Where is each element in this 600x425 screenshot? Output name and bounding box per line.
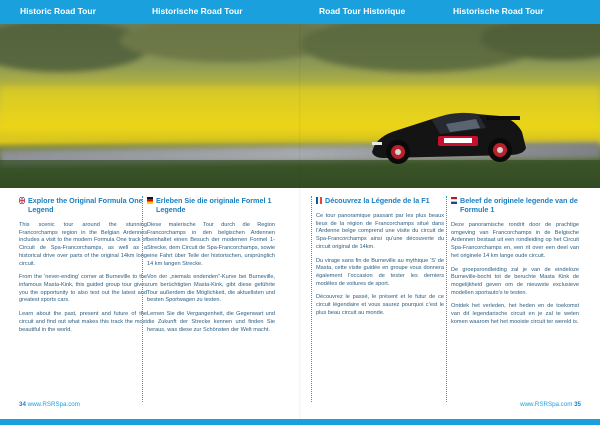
paragraph: Du virage sans fin de Burneville au mythique ‘S’ de Masta, cette visite guidée en groupe vous donnera également l’occasion de tester les derniers modèles de voitures de sport. <box>316 257 444 287</box>
paragraph: This scenic tour around the stunning Francorchamps region in the Belgian Ardennes includes a visit to the modern Formula One track of Circuit de Spa-Francorchamps, as well as a historical drive over parts of the original 14km long circuit. <box>19 222 147 267</box>
column-divider <box>142 196 143 402</box>
heading-text: Explore the Original Formula One Legend <box>28 196 143 214</box>
column-german <box>147 196 275 340</box>
column-body-french <box>316 213 444 318</box>
page-number-left: 34 <box>19 401 26 408</box>
heading-text: Erleben Sie die originale Formel 1 Legende <box>156 196 272 214</box>
paragraph: Découvrez le passé, le présent et le futur de ce circuit légendaire et vous saurez pourquoi c’est le plus beau circuit au monde. <box>316 294 444 316</box>
column-divider <box>311 196 312 402</box>
column-body-dutch <box>451 222 579 327</box>
column-dutch <box>451 196 579 333</box>
paragraph: Lernen Sie die Vergangenheit, die Gegenwart und die Zukunft der Strecke kennen und finden Sie heraus, was diese zur Schönsten der Welt macht. <box>147 311 275 333</box>
title-german: Historische Road Tour <box>152 6 243 16</box>
column-french <box>316 196 444 324</box>
column-heading-french <box>316 196 444 205</box>
heading-text: Découvrez la Légende de la F1 <box>325 196 430 205</box>
dutch-flag-icon <box>451 197 457 204</box>
paragraph: Diese malerische Tour durch die Region Francorchamps in den belgischen Ardennen beinhaltet einen Besuch der modernen Formel 1-Strecke, dem Circuit de Spa-Francorchamps, sowie eine Fahrt über Teile der historischen, ursprünglich 14 km langen Strecke. <box>147 222 275 267</box>
column-heading-dutch <box>451 196 579 214</box>
page-gutter <box>299 24 301 419</box>
title-english: Historic Road Tour <box>20 6 96 16</box>
title-dutch: Historische Road Tour <box>453 6 544 16</box>
french-flag-icon <box>316 197 322 204</box>
footer-left <box>19 401 80 408</box>
paragraph: Von der „niemals endenden“-Kurve bei Burneville, zum berüchtigten Masta-Kink, gibt diese geführte Tour außerdem die Möglichkeit, die aktuellsten und besten Sportwagen zu testen. <box>147 274 275 304</box>
footer-right <box>520 401 581 408</box>
paragraph: De groepsrondleiding zal je van de eindeloze Burneville-bocht tot de beruchte Masta Kink de mogelijkheid geven om de nieuwste exclusieve modellen sportauto’s te testen. <box>451 266 579 296</box>
column-heading-english <box>19 196 147 214</box>
bottom-banner <box>0 419 600 425</box>
title-french: Road Tour Historique <box>319 6 406 16</box>
top-banner <box>0 0 600 24</box>
website-link-left[interactable]: www.RSRSpa.com <box>27 401 80 408</box>
website-link-right[interactable]: www.RSRSpa.com <box>520 401 573 408</box>
page-number-right: 35 <box>574 401 581 408</box>
column-body-english <box>19 222 147 334</box>
paragraph: Learn about the past, present and future of the circuit and find out what makes this track the most beautiful in the world. <box>19 311 147 333</box>
paragraph: From the ‘never-ending’ corner at Burneville to the infamous Masta-Kink, this guided group tour gives you the opportunity to also test out the latest and greatest sports cars. <box>19 274 147 304</box>
column-body-german <box>147 222 275 334</box>
paragraph: Ce tour panoramique passant par les plus beaux lieux de la région de Francorchamps situé dans l’Ardenne belge comprend une visite du circuit de Spa-Francorchamps ainsi qu’une découverte du circuit original de 14km. <box>316 213 444 250</box>
paragraph: Deze panoramische rondrit door de prachtige omgeving van Francorchamps in de Belgische Ardennen bestaat uit een rondleiding op het Circuit Spa-Francorchamps en, een rit over een deel van het originele 14 km lange oude circuit. <box>451 222 579 259</box>
column-english <box>19 196 147 340</box>
column-heading-german <box>147 196 275 214</box>
heading-text: Beleef de originele legende van de Formule 1 <box>460 196 578 214</box>
column-divider <box>446 196 447 402</box>
paragraph: Ontdek het verleden, het heden en de toekomst van dit legendarische circuit en je zal te weten komen waarom het het mooiste circuit ter wereld is. <box>451 303 579 325</box>
german-flag-icon <box>147 197 153 204</box>
uk-flag-icon <box>19 197 25 204</box>
